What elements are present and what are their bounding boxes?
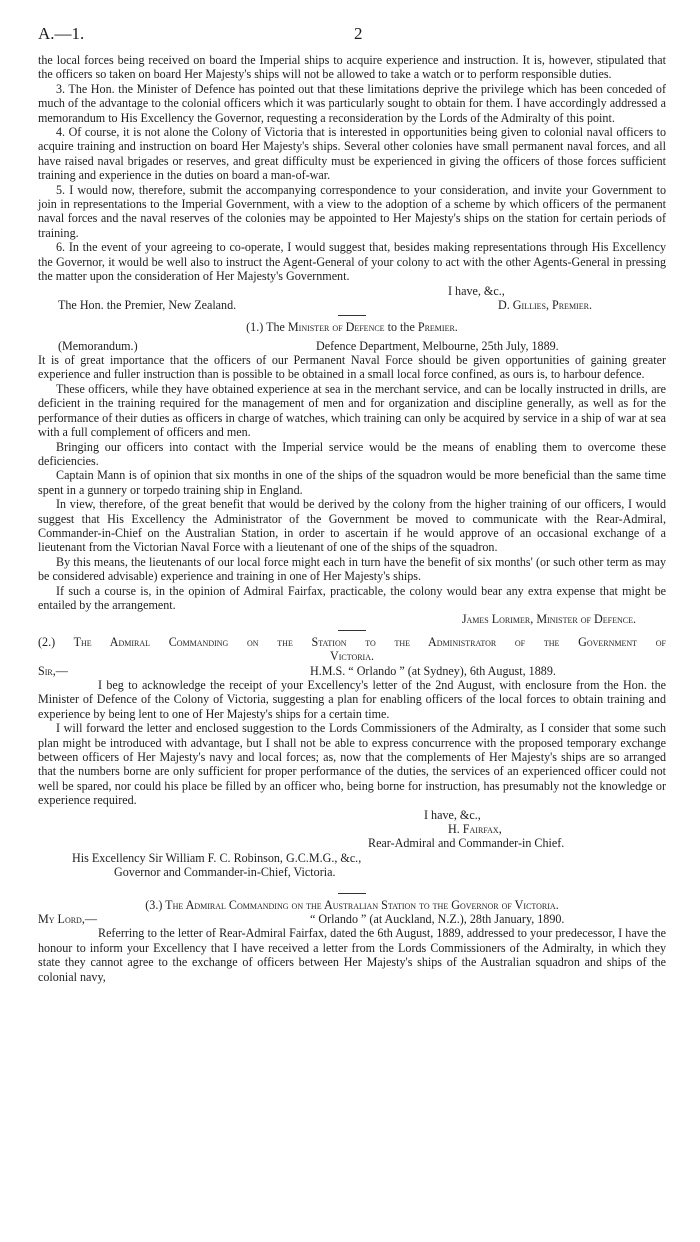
closing: I have, &c., bbox=[448, 283, 505, 298]
heading-number: (1.) The bbox=[246, 320, 285, 335]
salutation-row bbox=[38, 912, 666, 926]
paragraph: In view, therefore, of the great benefit that would be derived by the colony from the higher training of our officers, I would suggest that His Excellency the Administrator of the Government be moved to communicate with the Rear-Admiral, Commander-in-Chief on the Australian Station, in order to ascertain if he would approve of an occasional exchange of a lieutenant from the Victorian Naval Force with a lieutenant of one of the ships of the squadron. bbox=[38, 497, 666, 555]
paragraph: I will forward the letter and enclosed suggestion to the Lords Commissioners of the Admiralty, as I consider that some such plan might be introduced with advantage, but I shall not be able to express concurrence with the proposed temporary exchange between officers of Her Majesty's navy and local forces; as, now that the complements of Her Majesty's ships are so arranged that the numbers borne are only sufficient for proper performance of the duties, the services of an experienced officer could not well be spared, nor could his place be filled by an officer who, being borne for instruction, has presumably not the knowledge or experience required. bbox=[38, 721, 666, 808]
paragraph: Bringing our officers into contact with the Imperial service would be the means of enabling them to overcome these deficiencies. bbox=[38, 439, 666, 468]
signature: D. Gillies, Premier. bbox=[498, 297, 592, 312]
paragraph: These officers, while they have obtained experience at sea in the merchant service, and can be locally instructed in drills, are deficient in the training required for the management of men and for organization and discipline generally, as well as for the performance of their duties as officers in charge of watches, which training can only be acquired by service in a ship of war at sea with a full complement of officers and men. bbox=[38, 381, 666, 440]
signature: James Lorimer, Minister of Defence. bbox=[461, 612, 636, 627]
document-body bbox=[38, 53, 666, 984]
paragraph: If such a course is, in the opinion of Admiral Fairfax, practicable, the colony would bear any extra expense that might be entailed by the arrangement. bbox=[38, 583, 666, 612]
section-heading-cont: Victoria. bbox=[329, 649, 375, 664]
place-date: “ Orlando ” (at Auckland, N.Z.), 28th January, 1890. bbox=[310, 912, 565, 927]
paragraph: Captain Mann is of opinion that six months in one of the ships of the squadron would be more beneficial than the same time spent in a gunnery or torpedo training ship in England. bbox=[38, 468, 666, 497]
page-number: 2 bbox=[354, 24, 363, 43]
closing: I have, &c., bbox=[424, 807, 481, 822]
document-reference: A.—1. bbox=[38, 24, 85, 43]
addressee: The Hon. the Premier, New Zealand. bbox=[58, 297, 237, 312]
paragraph: It is of great importance that the officers of our Permanent Naval Force should be given opportunities of gaining greater experience and fuller instruction than is possible to be obtained in a small local force confined, as ours is, to harbour defence. bbox=[38, 353, 666, 382]
section-heading: (2.) The Admiral Commanding on the Station to the Administrator of the Government of bbox=[38, 634, 666, 649]
heading-to: Premier. bbox=[417, 320, 458, 335]
addressee: Governor and Commander-in-Chief, Victoria. bbox=[114, 865, 336, 880]
section-divider bbox=[338, 630, 366, 631]
memo-label: (Memorandum.) bbox=[58, 338, 138, 353]
paragraph: I beg to acknowledge the receipt of your Excellency's letter of the 2nd August, with enclosure from the Hon. the Minister of Defence of the Colony of Victoria, suggesting a plan for enabling officers of the local forces to obtain training and experience by being lent to one of Her Majesty's ships for a certain time. bbox=[38, 678, 666, 721]
signer-name: H. Fairfax, bbox=[448, 822, 502, 837]
salutation-row bbox=[38, 664, 666, 678]
place-date: Defence Department, Melbourne, 25th July, 1889. bbox=[316, 338, 559, 353]
paragraph: the local forces being received on board the Imperial ships to acquire experience and instruction. It is, however, stipulated that the officers so taken on board Her Majesty's ships will not be allowed to take a watch or to perform responsible duties. bbox=[38, 53, 666, 82]
signer-title: Rear-Admiral and Commander-in Chief. bbox=[368, 836, 565, 851]
paragraph: 3. The Hon. the Minister of Defence has pointed out that these limitations deprive the privilege which has been conceded of much of the advantage to the colonial officers which it was particularly sought to obtain for them. I have accordingly addressed a memorandum to His Excellency the Governor, requesting a reconsideration by the Lords of the Admiralty of this point. bbox=[38, 81, 666, 125]
section-divider bbox=[338, 893, 366, 894]
section-heading: (3.) The Admiral Commanding on the Australian Station to the Governor of Victoria. bbox=[145, 897, 559, 912]
section-divider bbox=[338, 315, 366, 316]
paragraph: 6. In the event of your agreeing to co-operate, I would suggest that, besides making representations through His Excellency the Governor, it would be well also to instruct the Agent-General of your colony to act with the other Agents-General in pressing the matter upon the consideration of Her Majesty's Government. bbox=[38, 240, 666, 284]
heading-to-word: to the bbox=[387, 320, 415, 335]
salutation: My Lord,— bbox=[38, 912, 97, 927]
signature-row bbox=[38, 298, 666, 312]
section-heading bbox=[38, 320, 666, 334]
closing-row bbox=[38, 284, 666, 298]
memo-row bbox=[38, 339, 666, 353]
place-date: H.M.S. “ Orlando ” (at Sydney), 6th August, 1889. bbox=[310, 663, 556, 678]
paragraph: 4. Of course, it is not alone the Colony of Victoria that is interested in opportunities being given to colonial naval officers to acquire training and instruction on board Her Majesty's ships. Several other colonies have small permanent naval forces, and all have raised naval brigades or reserves, and great difficulty must be experienced in giving the officers of those forces sufficient training and experience in the duties on board a man-of-war. bbox=[38, 125, 666, 183]
paragraph: Referring to the letter of Rear-Admiral Fairfax, dated the 6th August, 1889, addressed to your predecessor, I have the honour to inform your Excellency that I have received a letter from the Lords Commissioners of the Admiralty, in which they state they cannot agree to the exchange of officers between Her Majesty's ships of the Australian squadron and ships of the colonial navy, bbox=[38, 926, 666, 984]
page-header bbox=[38, 24, 662, 47]
heading-from: Minister of Defence bbox=[287, 320, 385, 335]
addressee: His Excellency Sir William F. C. Robinson, G.C.M.G., &c., bbox=[72, 850, 362, 865]
paragraph: By this means, the lieutenants of our local force might each in turn have the benefit of six months' (or such other term as may be considered advisable) experience and training in one of Her Majesty's ships. bbox=[38, 554, 666, 584]
salutation: Sir,— bbox=[38, 663, 68, 678]
paragraph: 5. I would now, therefore, submit the accompanying correspondence to your consideration, and invite your Government to join in representations to the Imperial Government, with a view to the adoption of a scheme by which officers of the permanent naval forces and the naval reserves of the colonies may be appointed to Her Majesty's ships on the station for certain periods of training. bbox=[38, 182, 666, 240]
